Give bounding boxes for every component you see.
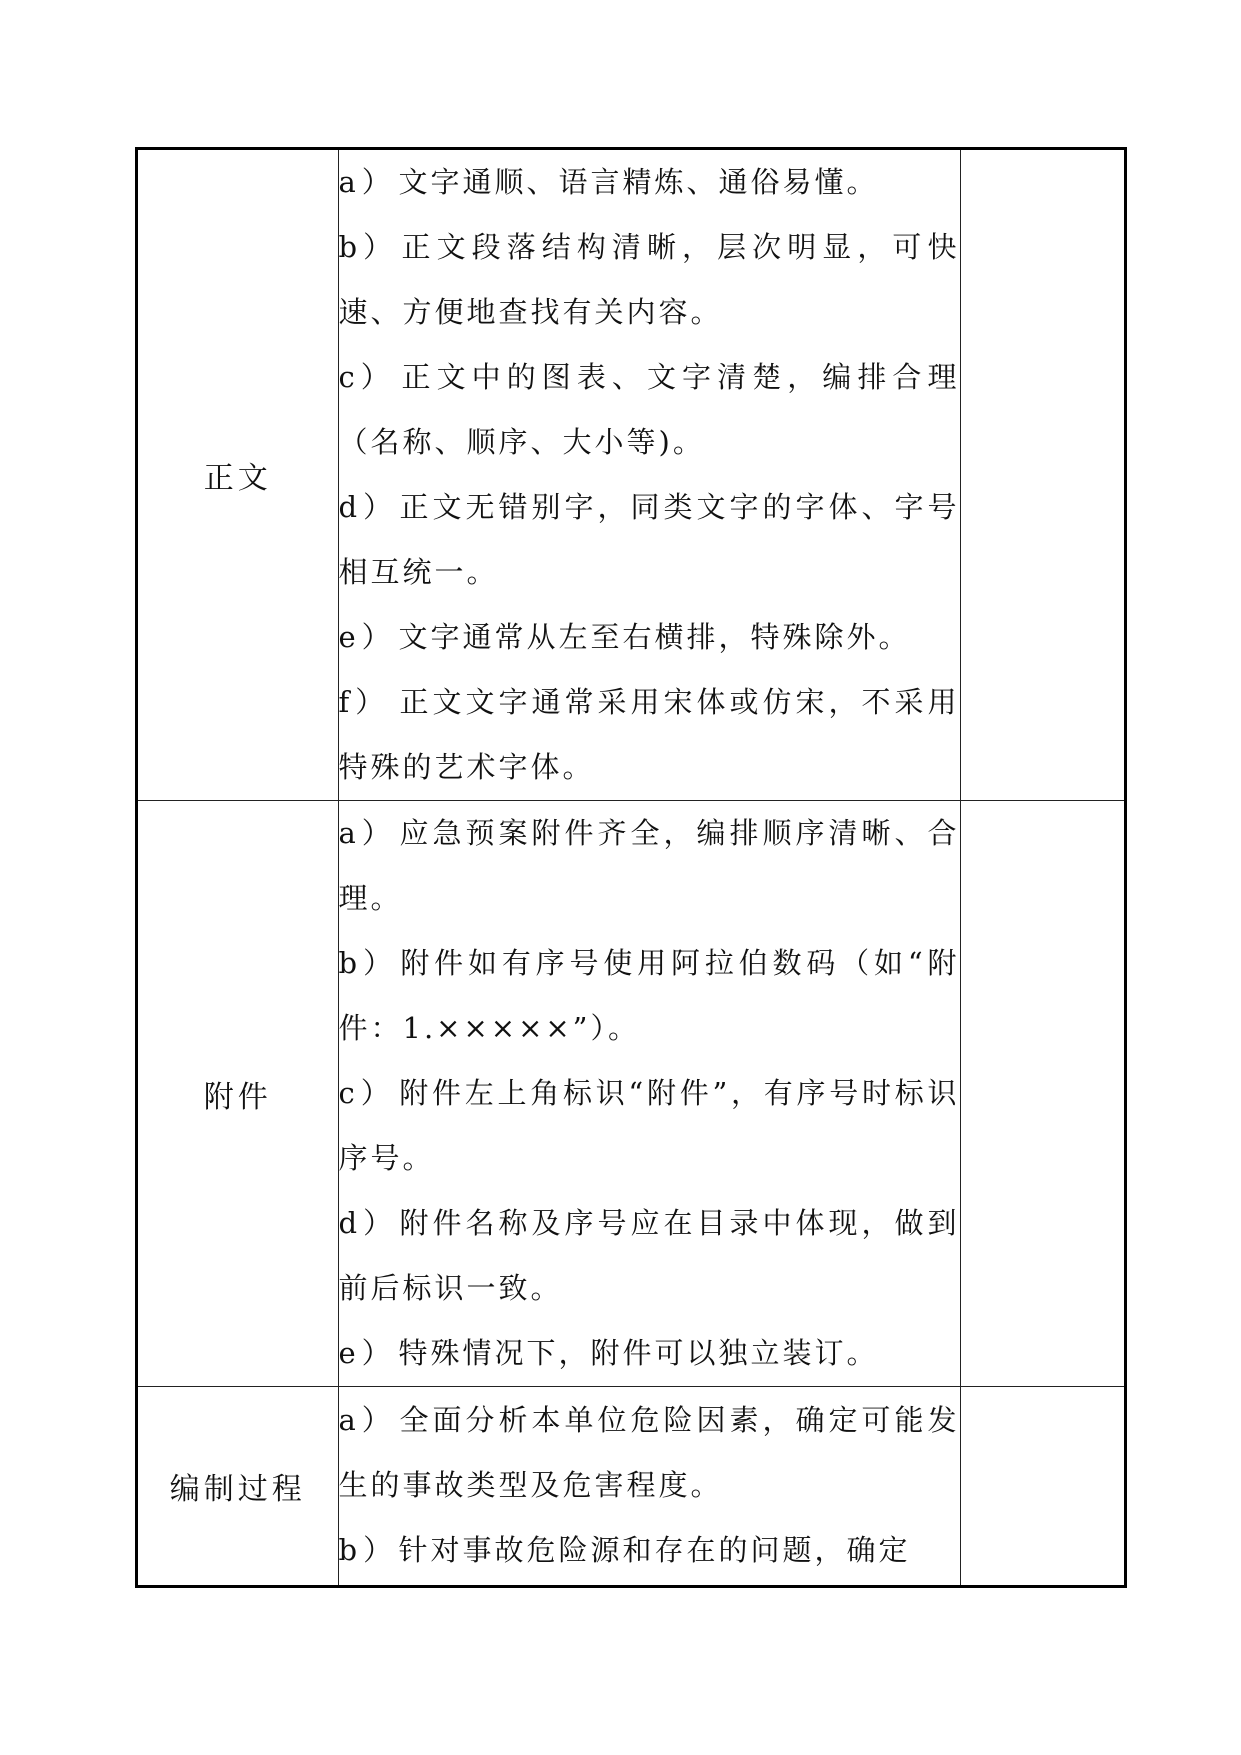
category-cell: 正文 xyxy=(138,150,338,801)
criteria-item: c）附件左上角标识“附件”，有序号时标识序号。 xyxy=(338,1076,960,1175)
criteria-item: d）附件名称及序号应在目录中体现，做到前后标识一致。 xyxy=(338,1206,960,1305)
category-cell: 编制过程 xyxy=(138,1387,338,1585)
criteria-item: a）文字通顺、语言精炼、通俗易懂。 xyxy=(338,165,879,199)
criteria-item: a）应急预案附件齐全，编排顺序清晰、合理。 xyxy=(338,816,960,915)
criteria-item: a）全面分析本单位危险因素，确定可能发生的事故类型及危害程度。 xyxy=(338,1403,960,1503)
table-row-preparation-process xyxy=(138,1387,1124,1585)
criteria-cell xyxy=(338,801,960,1387)
remarks-cell xyxy=(960,801,1124,1387)
table-row-attachments xyxy=(138,801,1124,1387)
criteria-item: d）正文无错别字，同类文字的字体、字号相互统一。 xyxy=(338,490,960,589)
review-table xyxy=(138,150,1124,1585)
criteria-item: f） 正文文字通常采用宋体或仿宋，不采用特殊的艺术字体。 xyxy=(338,685,960,784)
criteria-item: b）正文段落结构清晰，层次明显，可快速、方便地查找有关内容。 xyxy=(338,230,960,329)
criteria-item: e）特殊情况下，附件可以独立装订。 xyxy=(338,1336,879,1370)
criteria-cell xyxy=(338,150,960,801)
remarks-cell xyxy=(960,150,1124,801)
criteria-item: b）针对事故危险源和存在的问题，确定 xyxy=(338,1533,911,1568)
review-table-frame xyxy=(135,147,1127,1588)
criteria-item: e）文字通常从左至右横排，特殊除外。 xyxy=(338,620,911,654)
category-cell: 附件 xyxy=(138,801,338,1387)
criteria-item: b）附件如有序号使用阿拉伯数码（如“附件：1.×××××”）。 xyxy=(338,946,960,1045)
remarks-cell xyxy=(960,1387,1124,1585)
criteria-item: c）正文中的图表、文字清楚，编排合理（名称、顺序、大小等)。 xyxy=(338,360,960,459)
table-row-body-text xyxy=(138,150,1124,801)
criteria-cell xyxy=(338,1387,960,1585)
